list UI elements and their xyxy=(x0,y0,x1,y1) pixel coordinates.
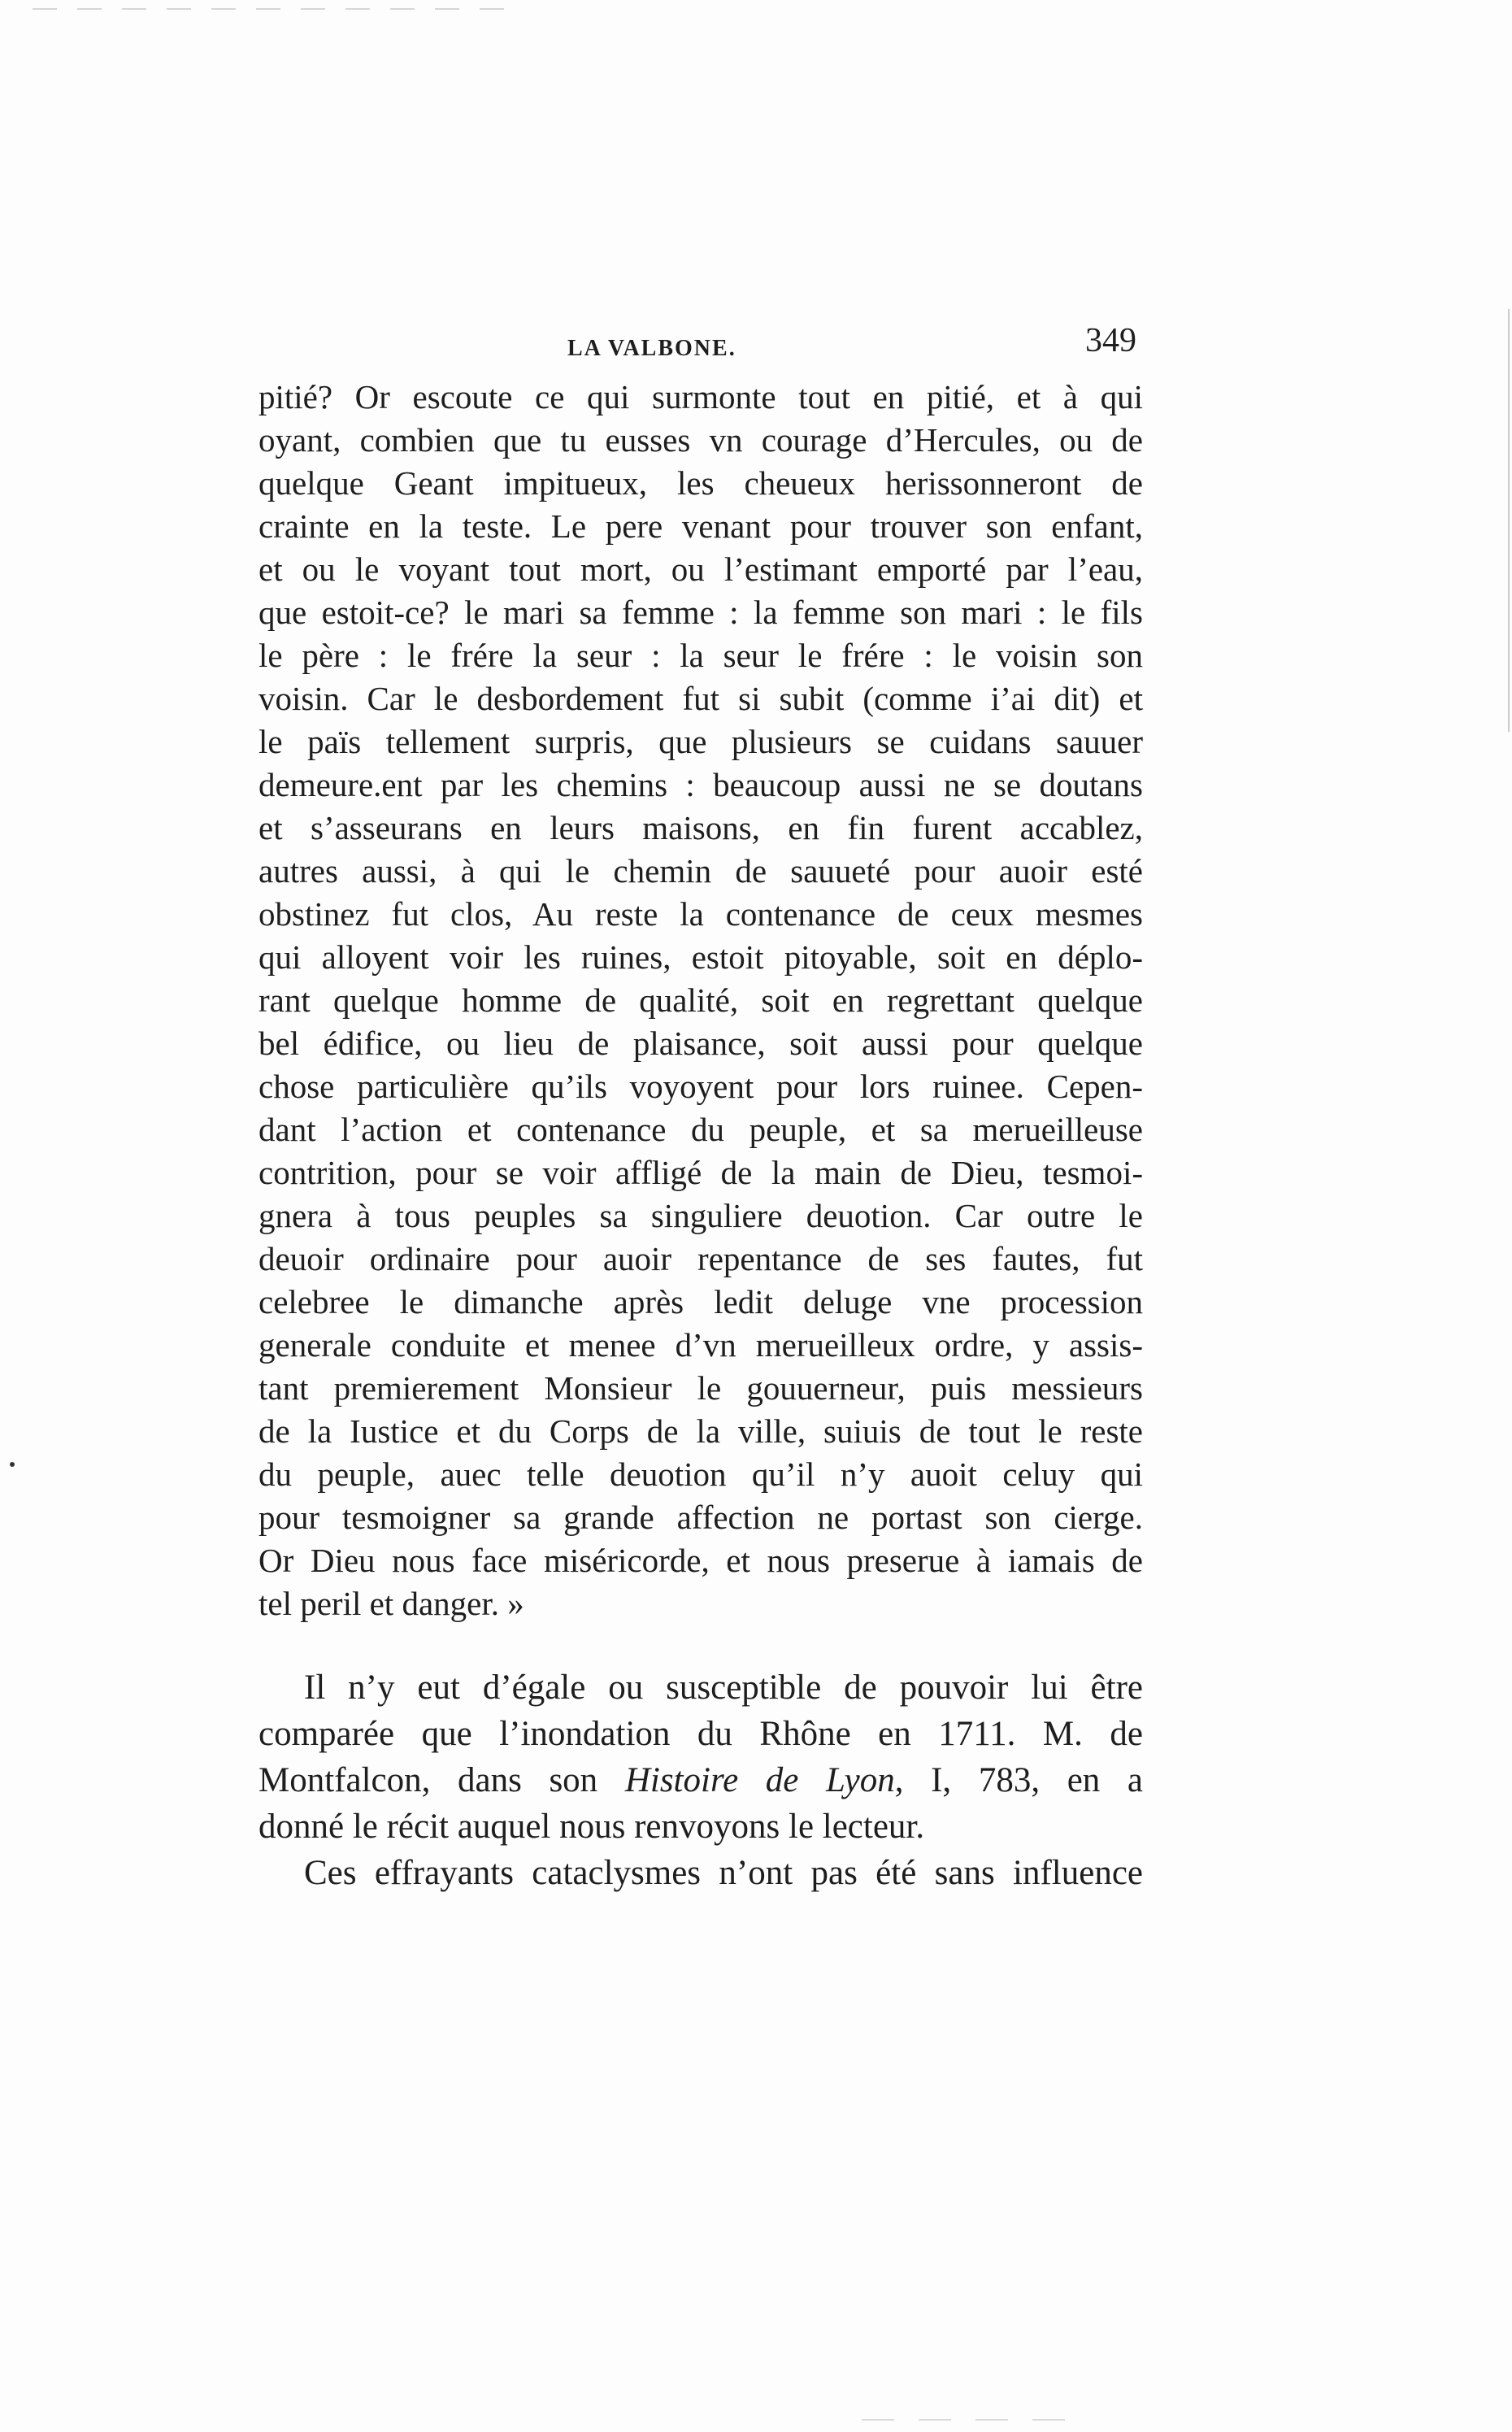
text-line: tant premierement Monsieur le gouuerneur, puis messieurs xyxy=(259,1369,1143,1407)
text-line: pour tesmoigner sa grande affection ne portast son cierge. xyxy=(259,1499,1143,1536)
text-line: Il n’y eut d’égale ou susceptible de pouvoir lui être xyxy=(304,1668,1143,1707)
text-line: Ces effrayants cataclysmes n’ont pas été sans influence xyxy=(304,1854,1143,1892)
text-line: oyant, combien que tu eusses vn courage d’Hercules, ou de xyxy=(259,421,1143,459)
scan-edge-line xyxy=(1508,309,1510,732)
page-number: 349 xyxy=(1085,322,1136,359)
text-line: contrition, pour se voir affligé de la main de Dieu, tesmoi- xyxy=(259,1154,1143,1191)
text-span: Montfalcon, dans son xyxy=(259,1761,625,1799)
page-body xyxy=(259,376,1143,1896)
book-title: Histoire de Lyon xyxy=(624,1761,895,1799)
text-line: pitié? Or escoute ce qui surmonte tout en pitié, et à qui xyxy=(259,378,1143,415)
commentary-paragraph xyxy=(259,1664,1143,1896)
text-line: celebree le dimanche après ledit deluge vne procession xyxy=(259,1283,1143,1320)
text-line: chose particulière qu’ils voyoyent pour lors ruinee. Cepen- xyxy=(259,1068,1143,1105)
text-line: du peuple, auec telle deuotion qu’il n’y auoit celuy qui xyxy=(259,1455,1143,1493)
text-line: et s’asseurans en leurs maisons, en fin furent accablez, xyxy=(259,809,1143,846)
text-line: gnera à tous peuples sa singuliere deuotion. Car outre le xyxy=(259,1197,1143,1234)
text-line: demeure.ent par les chemins : beaucoup aussi ne se doutans xyxy=(259,766,1143,803)
text-line: comparée que l’inondation du Rhône en 1711. M. de xyxy=(259,1715,1143,1753)
text-line: dant l’action et contenance du peuple, et sa merueilleuse xyxy=(259,1111,1143,1148)
scan-artifact-bottom xyxy=(862,2419,1073,2421)
text-line: rant quelque homme de qualité, soit en regrettant quelque xyxy=(259,981,1143,1019)
text-line: bel édifice, ou lieu de plaisance, soit aussi pour quelque xyxy=(259,1025,1143,1062)
text-line: tel peril et danger. » xyxy=(259,1585,524,1622)
scan-speck xyxy=(10,1462,15,1467)
text-line: de la Iustice et du Corps de la ville, suiuis de tout le reste xyxy=(259,1412,1143,1450)
text-line: quelque Geant impitueux, les cheueux herissonneront de xyxy=(259,464,1143,502)
running-title: LA VALBONE. xyxy=(567,336,736,361)
text-span: , I, 783, en a xyxy=(894,1761,1143,1799)
running-head xyxy=(259,321,1136,370)
text-line: voisin. Car le desbordement fut si subit (comme i’ai dit) et xyxy=(259,680,1143,717)
text-line: que estoit-ce? le mari sa femme : la femme son mari : le fils xyxy=(259,594,1143,631)
text-line: le païs tellement surpris, que plusieurs se cuidans sauuer xyxy=(259,723,1143,760)
text-line xyxy=(259,1757,1143,1803)
quoted-passage xyxy=(259,376,1143,1625)
text-line: Or Dieu nous face miséricorde, et nous preserue à iamais de xyxy=(259,1542,1143,1579)
paragraph-gap xyxy=(259,1625,1143,1664)
text-line: generale conduite et menee d’vn merueilleux ordre, y assis- xyxy=(259,1326,1143,1364)
text-line: crainte en la teste. Le pere venant pour trouver son enfant, xyxy=(259,507,1143,545)
scan-artifact-top xyxy=(33,8,520,10)
text-line: le père : le frére la seur : la seur le frére : le voisin son xyxy=(259,637,1143,674)
text-line: obstinez fut clos, Au reste la contenance de ceux mesmes xyxy=(259,895,1143,933)
text-line: deuoir ordinaire pour auoir repentance de ses fautes, fut xyxy=(259,1240,1143,1277)
text-line: autres aussi, à qui le chemin de sauueté pour auoir esté xyxy=(259,852,1143,890)
text-line: et ou le voyant tout mort, ou l’estimant emporté par l’eau, xyxy=(259,550,1143,588)
text-line: donné le récit auquel nous renvoyons le lecteur. xyxy=(259,1808,925,1846)
text-line: qui alloyent voir les ruines, estoit pitoyable, soit en déplo- xyxy=(259,938,1143,976)
